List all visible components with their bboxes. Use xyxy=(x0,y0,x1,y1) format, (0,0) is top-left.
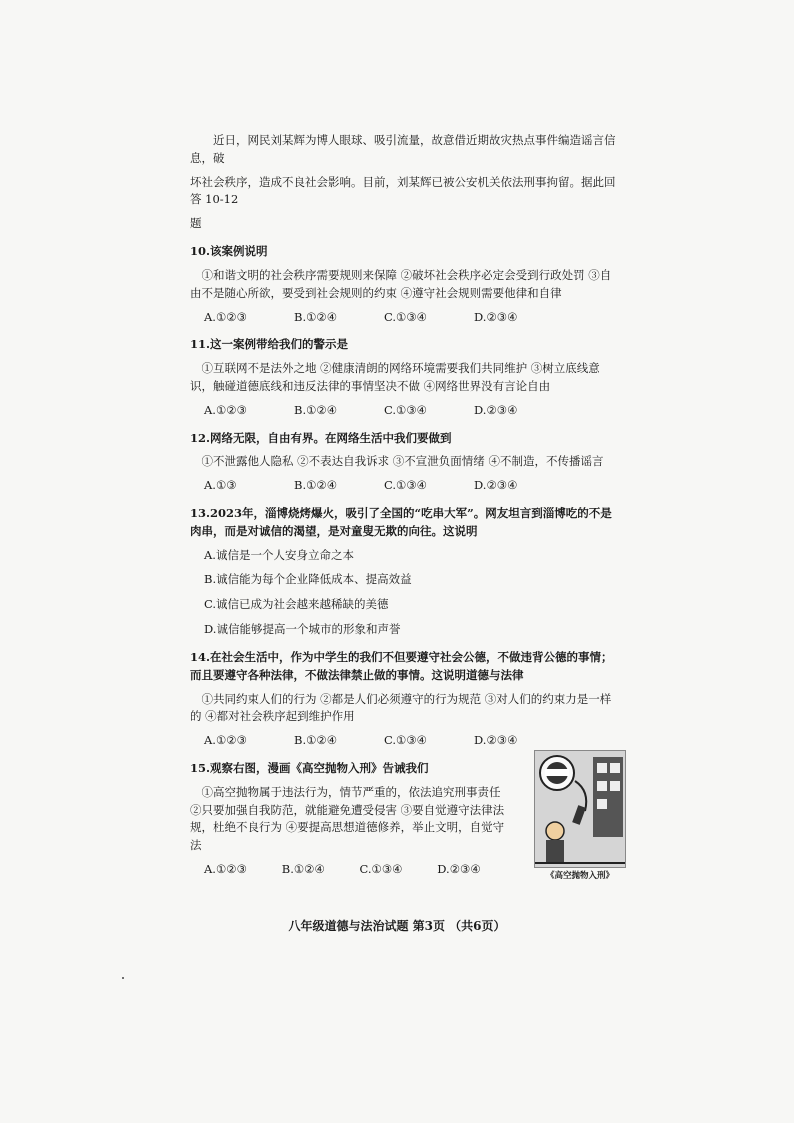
option-b: B.①②④ xyxy=(294,402,338,417)
question-12-statements: ①不泄露他人隐私 ②不表达自我诉求 ③不宣泄负面情绪 ④不制造，不传播谣言 xyxy=(201,454,604,469)
question-10: 10.该案例说明 xyxy=(190,244,268,259)
option-d: D.②③④ xyxy=(437,862,481,876)
option-b: B.①②④ xyxy=(294,309,338,324)
question-15-options xyxy=(190,861,515,879)
question-11-options xyxy=(190,402,620,420)
intro-line-2: 坏社会秩序，造成不良社会影响。目前，刘某辉已被公安机关依法刑事拘留。据此回答 10-12 xyxy=(190,174,616,207)
question-15-block xyxy=(190,760,620,879)
option-a: A.①②③ xyxy=(204,733,247,748)
option-b: B.诚信能为每个企业降低成本、提高效益 xyxy=(204,572,412,587)
question-14-statements: ①共同约束人们的行为 ②都是人们必须遵守的行为规范 ③对人们的约束力是一样的 ④都对社会秩序起到维护作用 xyxy=(190,691,612,724)
option-d: D.诚信能够提高一个城市的形象和声誉 xyxy=(204,622,401,637)
question-15: 15.观察右图，漫画《高空抛物入刑》告诫我们 xyxy=(190,760,429,775)
question-11-statements: ①互联网不是法外之地 ②健康清朗的网络环境需要我们共同维护 ③树立底线意识，触碰道德底线和违反法律的事情坚决不做 ④网络世界没有言论自由 xyxy=(190,361,600,393)
option-d: D.②③④ xyxy=(474,309,518,324)
option-c: C.①③④ xyxy=(359,862,403,876)
question-15-text xyxy=(190,760,515,879)
option-a: A.①②③ xyxy=(204,862,247,876)
option-c: C.①③④ xyxy=(384,309,427,324)
option-b: B.①②④ xyxy=(281,862,325,876)
option-a: A.诚信是一个人安身立命之本 xyxy=(204,547,354,562)
cartoon-image xyxy=(534,750,626,868)
option-b: B.①②④ xyxy=(294,733,338,748)
cartoon-caption: 《高空抛物入刑》 xyxy=(545,870,614,881)
option-a: A.①②③ xyxy=(204,309,247,324)
option-c: C.①③④ xyxy=(384,402,427,417)
question-10-options xyxy=(190,309,620,327)
intro-line-3: 题 xyxy=(190,216,202,231)
question-11: 11.这一案例带给我们的警示是 xyxy=(190,337,349,352)
question-12: 12.网络无限，自由有界。在网络生活中我们要做到 xyxy=(190,430,452,445)
option-d: D.②③④ xyxy=(474,733,518,748)
exam-content xyxy=(190,132,620,885)
question-14: 14.在社会生活中，作为中学生的我们不但要遵守社会公德，不做违背公德的事情；而且要遵守各种法律，不做法律禁止做的事情。这说明道德与法律 xyxy=(190,649,613,682)
question-15-statements: ①高空抛物属于违法行为，情节严重的，依法追究刑事责任 ②只要加强自我防范，就能避免遭受侵害 ③要自觉遵守法律法规，杜绝不良行为 ④要提高思想道德修养，举止文明，自觉守法 xyxy=(190,784,505,853)
option-c: C.诚信已成为社会越来越稀缺的美德 xyxy=(204,597,389,612)
option-c: C.①③④ xyxy=(384,478,427,493)
question-13: 13.2023年，淄博烧烤爆火，吸引了全国的“吃串大军”。网友坦言到淄博吃的不是肉串，而是对诚信的渴望，是对童叟无欺的向往。这说明 xyxy=(190,506,612,538)
question-12-options xyxy=(190,477,620,495)
option-c: C.①③④ xyxy=(384,733,427,748)
option-d: D.②③④ xyxy=(474,402,518,417)
cartoon-illustration xyxy=(535,751,625,867)
question-10-statements: ①和谐文明的社会秩序需要规则来保障 ②破坏社会秩序必定会受到行政处罚 ③自由不是随心所欲，要受到社会规则的约束 ④遵守社会规则需要他律和自律 xyxy=(190,267,612,300)
question-14-options xyxy=(190,732,620,750)
scan-speck xyxy=(122,977,124,979)
page-footer: 八年级道德与法治试题 第3页 （共6页） xyxy=(288,919,506,933)
option-a: A.①③ xyxy=(204,478,237,493)
option-d: D.②③④ xyxy=(474,478,518,493)
option-b: B.①②④ xyxy=(294,478,338,493)
option-a: A.①②③ xyxy=(204,402,247,417)
intro-line-1: 近日，网民刘某辉为博人眼球、吸引流量，故意借近期故灾热点事件编造谣言信息，破 xyxy=(190,133,616,165)
